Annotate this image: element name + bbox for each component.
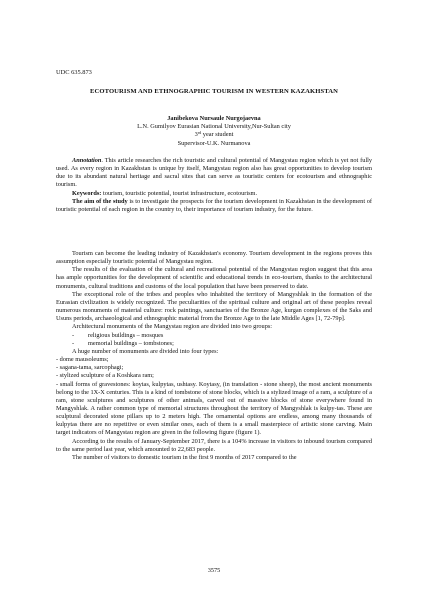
author-supervisor: Supervisor-U.K. Nurmanova [177,139,251,147]
author-year [56,131,372,139]
annotation-paragraph [56,157,372,190]
body-paragraph-2: The results of the evaluation of the cultural and recreational potential of the Mangystau region suggest that this area has ample opportunities for the development of scientific and educational trends in eco-tourism, thanks to the architectural monuments, cultural traditions and customs of the local population that have been preserved to date. [56,266,372,290]
author-name: Janibekova Nursaule Nurgojaevna [167,115,261,122]
list-item: - memorial buildings – tombstones; [72,339,174,347]
body-paragraph-7: According to the results of January-September 2017, there is a 104% increase in visitors to inbound tourism compared to the same period last year, which amounted to 22,683 people. [56,437,372,453]
annotation-text: . This article researches the rich touristic and cultural potential of Mangystau region which is yet not fully used. As every region in Kazakhstan is unique by itself, Mangystau region also has great opportunities to develop tourism due to its abundant natural heritage and sacral sites that can serve as touristic centers for ecotourism and ethnographic tourism. [56,157,372,189]
paper-title: ECOTOURISM AND ETHNOGRAPHIC TOURISM IN WESTERN KAZAKHSTAN [89,88,338,95]
aim-label: The aim of the study [72,197,128,205]
year-number: 3 [194,131,198,139]
body-paragraph-6: - small forms of gravestones: koytas, kulpytas, ushtasy. Koytasy, (in translation - stone sheep), the most ancient monuments belong to the 1X-X centuries. This is a kind of tombstone of stone blocks, which is a stylized image of a ram, a sculpture of a ram, stone sculptures and sculptures of other animals, carved out of massive blocks of stone everywhere found in Mangyshlak. A rather common type of memorial structures throughout the territory of Mangyshlak is kulpy-tas. These are sculptural decorated stone pillars up to 2 meters high. The ornamental options are endless, among many thousands of kulpytas there are no repetitive or even similar ones, each of them is a small masterpiece of artistic stone carving. Main target indicators of Mangystau region are given in the following figure (figure 1). [56,380,372,437]
keywords-paragraph [56,190,372,198]
keywords-text: tourism, touristic potential, tourist infrastructure, ecotourism. [101,189,258,197]
body-paragraph-1: Tourism can become the leading industry of Kazakhstan's economy. Tourism development in the regions proves this assumption especially touristic potential of Mangystau region. [56,250,372,266]
author-block [56,115,372,148]
list-item: - religious buildings – mosques [72,331,164,339]
body-paragraph-4: Architectural monuments of the Mangystau region are divided into two groups: [72,323,273,331]
body-paragraph-5: A huge number of monuments are divided into four types: [72,347,219,355]
paper-page [56,0,372,600]
body-block [56,250,372,462]
aim-paragraph [56,198,372,214]
body-paragraph-8: The number of visitors to domestic tourism in the first 9 months of 2017 compared to the [72,453,297,461]
aim-text: is to investigate the prospects for the tourism development in Kazakhstan in the development of touristic potential of each region in the country to, their importance of tourism industry, for the future. [56,197,372,213]
list-item: - dome mausoleums; [56,356,109,364]
year-superscript: rd [197,130,202,136]
abstract-block [56,157,372,214]
annotation-label: Annotation [72,157,102,164]
year-rest: year student [201,131,234,139]
page-number: 3575 [207,567,221,574]
udc-code: UDC 635.873 [56,69,92,76]
keywords-label: Keywords: [72,189,102,197]
list-item: - stylized sculpture of a Koshkara ram; [56,372,154,380]
body-paragraph-3: The exceptional role of the tribes and peoples who inhabited the territory of Mangyshlak in the formation of the Eurasian civilization is widely recognized. The peculiarities of the spiritual culture and original art of these peoples reveal numerous monuments of material culture: rock paintings, sanctuaries of the Bronze Age, kurgan complexes of the Saks and Usuns periods, archaeological and ethnographic material from the Bronze Age to the late Middle Ages [1, 72-79p]. [56,290,372,323]
author-affiliation: L.N. Gumilyov Eurasian National University,Nur-Sultan city [137,123,291,131]
list-item: - sagana-tama, sarcophagi; [56,364,124,372]
